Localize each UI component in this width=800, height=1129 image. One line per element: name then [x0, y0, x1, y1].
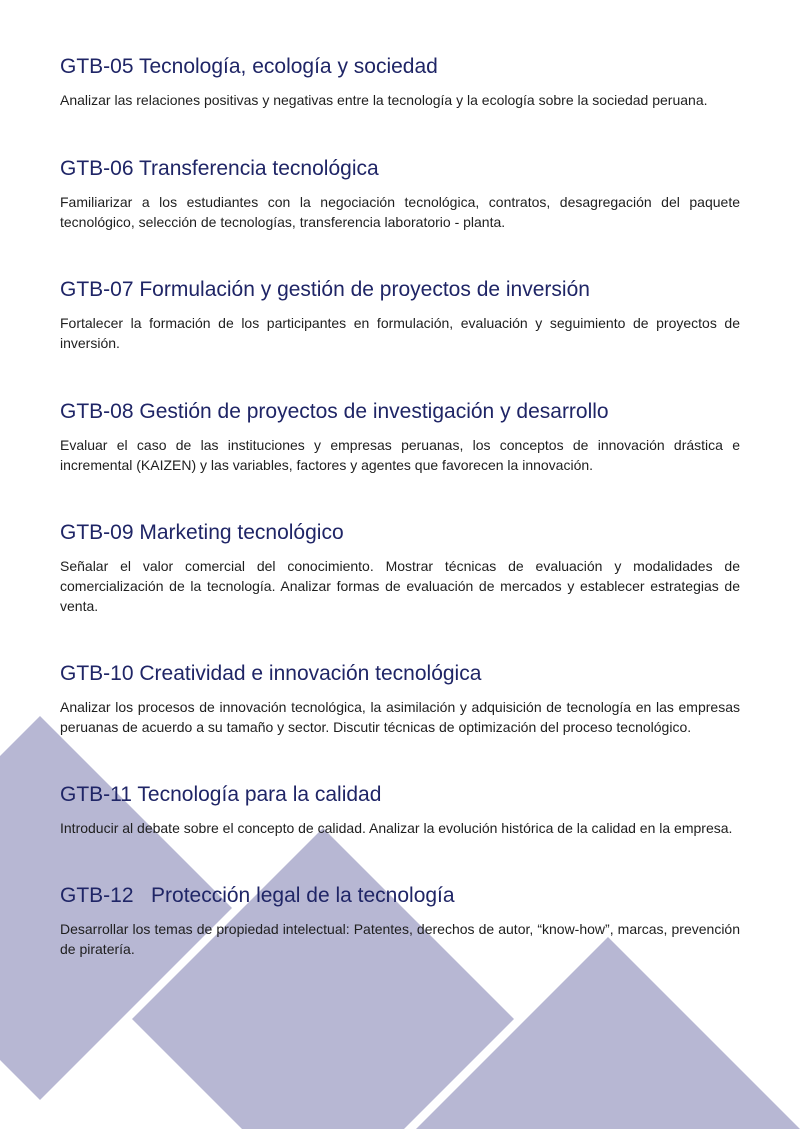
course-description: Analizar los procesos de innovación tecnológica, la asimilación y adquisición de tecnología en las empresas peruanas de acuerdo a su tamaño y sector. Discutir técnicas de optimización del proceso tecnológico.: [60, 699, 740, 735]
course-description: Evaluar el caso de las instituciones y empresas peruanas, los conceptos de innovación drástica e incremental (KAIZEN) y las variables, factores y agentes que favorecen la innovación.: [60, 437, 740, 473]
course-gtb-09: [60, 518, 740, 616]
course-gtb-05: [60, 52, 740, 110]
course-description: Introducir al debate sobre el concepto de calidad. Analizar la evolución histórica de la calidad en la empresa.: [60, 820, 733, 836]
course-title: GTB-06 Transferencia tecnológica: [60, 157, 379, 180]
course-title: GTB-10 Creatividad e innovación tecnológica: [60, 662, 482, 685]
course-title: GTB-12 Protección legal de la tecnología: [60, 884, 455, 907]
course-title: GTB-07 Formulación y gestión de proyectos de inversión: [60, 278, 590, 301]
course-gtb-07: [60, 275, 740, 353]
course-title: GTB-11 Tecnología para la calidad: [60, 783, 382, 806]
course-title: GTB-09 Marketing tecnológico: [60, 521, 344, 544]
course-gtb-08: [60, 397, 740, 475]
course-gtb-11: [60, 780, 740, 838]
course-gtb-06: [60, 154, 740, 232]
course-title: GTB-08 Gestión de proyectos de investigación y desarrollo: [60, 400, 609, 423]
course-description: Familiarizar a los estudiantes con la negociación tecnológica, contratos, desagregación del paquete tecnológico, selección de tecnologías, transferencia laboratorio - planta.: [60, 194, 740, 230]
course-description: Analizar las relaciones positivas y negativas entre la tecnología y la ecología sobre la sociedad peruana.: [60, 92, 708, 108]
course-description: Fortalecer la formación de los participantes en formulación, evaluación y seguimiento de proyectos de inversión.: [60, 315, 740, 351]
course-description: Desarrollar los temas de propiedad intelectual: Patentes, derechos de autor, “know-how”, marcas, prevención de piratería.: [60, 921, 740, 957]
course-title: GTB-05 Tecnología, ecología y sociedad: [60, 55, 438, 78]
course-gtb-10: [60, 659, 740, 737]
course-description: Señalar el valor comercial del conocimiento. Mostrar técnicas de evaluación y modalidades de comercialización de la tecnología. Analizar formas de evaluación de mercados y establecer estrategias de venta.: [60, 558, 740, 614]
course-gtb-12: [60, 881, 740, 959]
course-list: [60, 52, 740, 959]
